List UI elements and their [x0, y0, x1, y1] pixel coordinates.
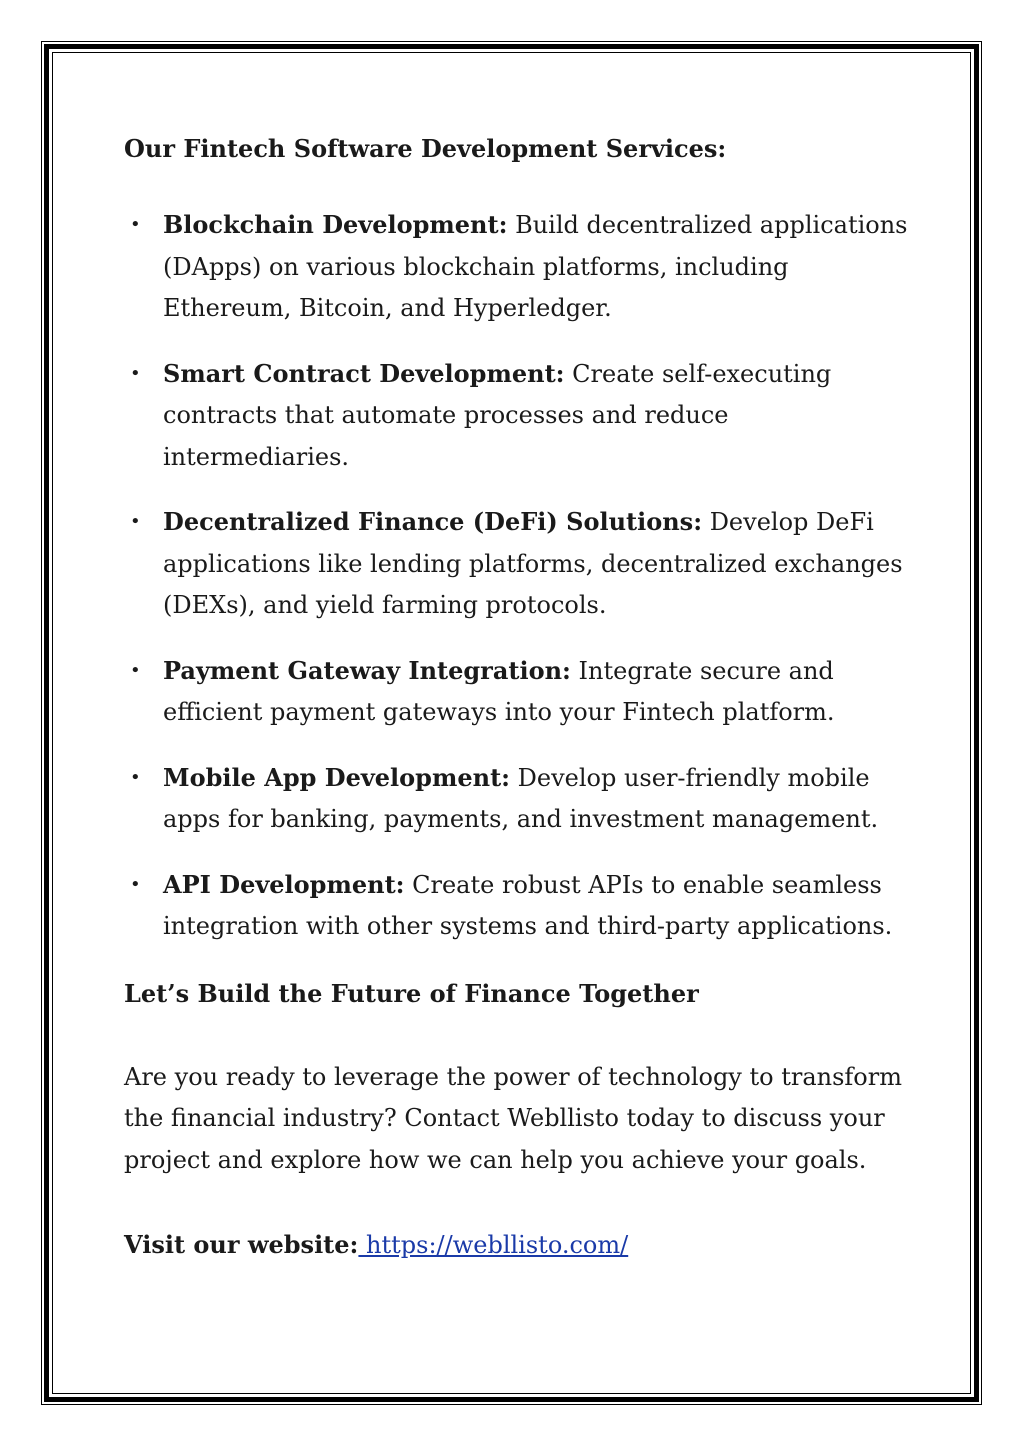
visit-website-line	[124, 1224, 914, 1266]
service-description: Integrate secure and efficient payment gateways into your Fintech platform.	[163, 656, 835, 726]
bullet-icon: •	[130, 873, 141, 895]
visit-label: Visit our website:	[124, 1230, 359, 1259]
service-title: Smart Contract Development:	[163, 358, 565, 388]
document-content	[124, 128, 914, 1266]
list-item	[124, 757, 914, 841]
bullet-icon: •	[130, 214, 141, 235]
list-item	[124, 353, 914, 479]
service-description: Create self-executing contracts that automate processes and reduce intermediaries.	[163, 359, 832, 471]
services-heading: Our Fintech Software Development Services:	[124, 134, 727, 163]
service-title: Payment Gateway Integration:	[163, 655, 571, 685]
service-title: Decentralized Finance (DeFi) Solutions:	[163, 507, 703, 536]
bullet-icon: •	[130, 511, 141, 532]
future-heading: Let’s Build the Future of Finance Together	[124, 978, 699, 1008]
service-title: Mobile App Development:	[163, 762, 511, 792]
list-item	[124, 204, 914, 330]
services-list	[124, 204, 914, 948]
service-description: Create robust APIs to enable seamless integration with other systems and third-party applications.	[163, 870, 893, 940]
list-item	[124, 501, 914, 627]
service-description: Build decentralized applications (DApps) on various blockchain platforms, including Ethereum, Bitcoin, and Hyperledger.	[163, 211, 908, 322]
list-item	[124, 864, 914, 948]
bullet-icon: •	[130, 659, 141, 681]
service-description: Develop user-friendly mobile apps for banking, payments, and investment management.	[163, 763, 879, 833]
bullet-icon: •	[130, 766, 141, 788]
list-item	[124, 650, 914, 734]
website-link[interactable]: https://webllisto.com/	[358, 1231, 629, 1259]
service-title: API Development:	[163, 869, 405, 899]
service-title: Blockchain Development:	[163, 210, 508, 239]
service-description: Develop DeFi applications like lending platforms, decentralized exchanges (DEXs), and yield farming protocols.	[163, 508, 903, 619]
contact-paragraph: Are you ready to leverage the power of technology to transform the financial industry? Contact Webllisto today to discuss your project and explore how we can help you achieve your goals.	[124, 1062, 902, 1174]
bullet-icon: •	[130, 362, 141, 384]
